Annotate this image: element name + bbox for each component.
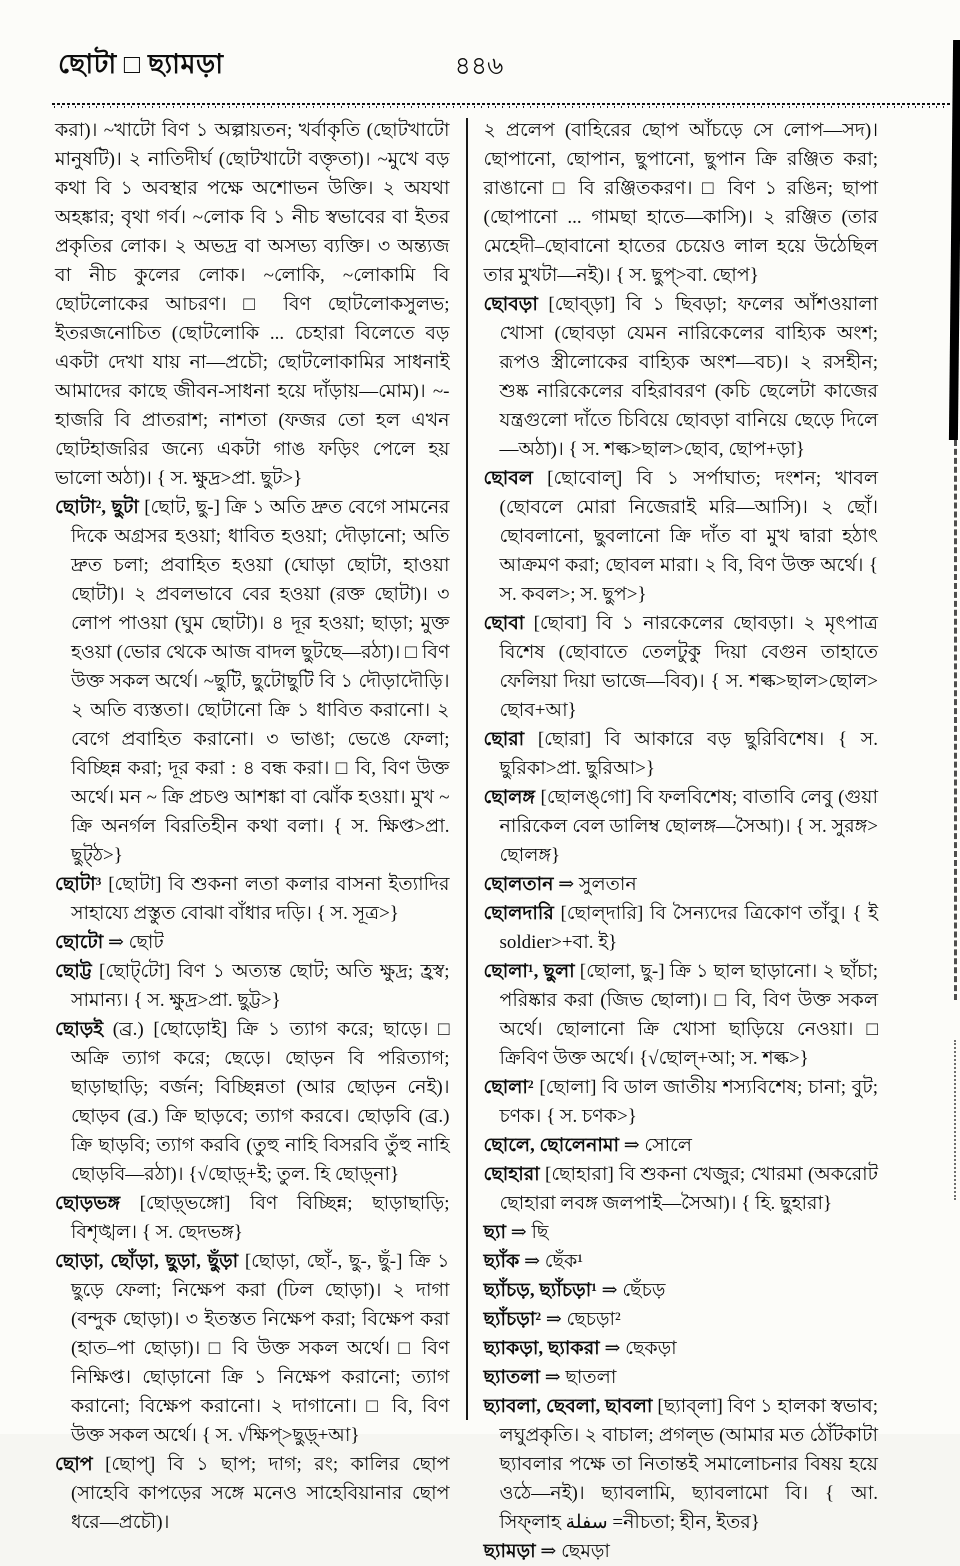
dictionary-entry bbox=[484, 783, 879, 870]
entry-body: [ছোবোল্] বি ১ সর্পাঘাত; দংশন; খাবল (ছোবলে মোরা নিজেরাই মরি—আসি)। ২ ছোঁ। ছোবলানো, ছুবলানো ক্রি দাঁত বা মুখ দ্বারা হঠাৎ আক্রমণ করা; ছোবল মারা। ২ বি, বিণ উক্ত অর্থে। { স. কবল>; স. ছুপ>} bbox=[499, 468, 878, 605]
entry-body: ⇒ ছাতলা bbox=[544, 1367, 617, 1388]
entry-body: [ছোব্‌ড়া] বি ১ ছিবড়া; ফলের আঁশওয়ালা খোসা (ছোবড়া যেমন নারিকেলের বাহ্যিক অংশ; রূপও স্ত্রীলোকের বাহ্যিক অংশ—বচ)। ২ রসহীন; শুষ্ক নারিকেলের বহিরাবরণ (কচি ছেলেটা কাজের যন্ত্রগুলো দাঁতে চিবিয়ে ছোবড়া বানিয়ে ছেড়ে দিলে—অঠা)। { স. শল্ক>ছাল>ছোব, ছোপ+ড়া} bbox=[499, 294, 879, 460]
entry-body: [ছোটা] বি শুকনা লতা কলার বাসনা ইত্যাদির সাহায্যে প্রস্তুত বোঝা বাঁধার দড়ি। { স. সূত্র>} bbox=[71, 874, 450, 924]
headword: ছোপ bbox=[55, 1454, 106, 1475]
entry-body: ⇒ ছেচড়া² bbox=[545, 1309, 621, 1330]
dictionary-entry bbox=[55, 1450, 450, 1537]
headword: ছোড়া, ছোঁড়া, ছুড়া, ছুঁড়া bbox=[55, 1251, 245, 1272]
headword: ছ্যাঁক bbox=[483, 1251, 525, 1272]
column-divider bbox=[466, 118, 468, 1420]
entry-body: ⇒ ছেঁচড় bbox=[601, 1280, 666, 1301]
headword: ছোট্ট bbox=[55, 961, 100, 982]
running-head: ছোটা □ ছ্যামড়া bbox=[58, 49, 224, 79]
dictionary-entry bbox=[484, 1218, 879, 1247]
headword: ছোটা³ bbox=[55, 874, 109, 895]
entry-body: [ছোপ্] বি ১ ছাপ; দাগ; রং; কালির ছোপ (সাহেবি কাপড়ের সঙ্গে মনেও সাহেবিয়ানার ছোপ ধরে—প্রচৌ)। bbox=[71, 1454, 450, 1533]
binding-edge-mark bbox=[949, 40, 960, 440]
dictionary-entry bbox=[55, 1247, 450, 1450]
dictionary-entry bbox=[55, 493, 450, 870]
entry-body: [ছোবা] বি ১ নারকেলের ছোবড়া। ২ মৃৎপাত্র বিশেষ (ছোবাতে তেলটুকু দিয়া বেগুন তাহাতে ফেলিয়া দিয়া ভাজে—বিব)। { স. শল্ক>ছাল>ছোল> ছোব+আ} bbox=[499, 613, 878, 721]
headword: ছোলদারি bbox=[483, 903, 561, 924]
binding-edge-mark bbox=[954, 440, 957, 1000]
headword: ছ্যাঁচড়, ছ্যাঁচড়া¹ bbox=[483, 1280, 602, 1301]
entry-body: [ছোট্‌টো] বিণ ১ অত্যন্ত ছোট; অতি ক্ষুদ্র; হ্রস্ব; সামান্য। { স. ক্ষুদ্র>প্রা. ছুট্ট>} bbox=[71, 961, 450, 1011]
entry-body: ⇒ ছেকড়া bbox=[604, 1338, 677, 1359]
headword: ছোবা bbox=[483, 613, 534, 634]
entry-body: ২ প্রলেপ (বাহিরের ছোপ আঁচড়ে সে লোপ—সদ)। ছোপানো, ছোপান, ছুপানো, ছুপান ক্রি রঞ্জিত করা; রাঙানো □ বি রঞ্জিতকরণ। □ বিণ ১ রঙিন; ছাপা (ছোপানো ... গামছা হাতে—কাসি)। ২ রঞ্জিত (তার মেহেদী–ছোবানো হাতের চেয়েও লাল হয়ে উঠেছিল তার মুখটা—নই)। { স. ছুপ্>বা. ছোপ} bbox=[483, 120, 878, 286]
entry-body: [ছ্যাব্‌লা] বিণ ১ হালকা স্বভাব; লঘুপ্রকৃতি। ২ বাচাল; প্রগল্‌ভ (আমার মত ঠোঁটকাটা ছ্যাবলার পক্ষে তা নিতান্তই সমালোচনার বিষয় হয়ে ওঠে—নই)। ছ্যাবলামি, ছ্যাবলামো বি। { আ. সিফ্‌লাহ سفلة =নীচতা; হীন, ইতর} bbox=[499, 1396, 878, 1533]
dictionary-entry bbox=[484, 1537, 879, 1566]
headword: ছোলা¹, ছুলা bbox=[483, 961, 580, 982]
text-columns bbox=[55, 116, 879, 1562]
headword: ছোবড়া bbox=[483, 294, 549, 315]
dictionary-entry bbox=[484, 1073, 879, 1131]
headword: ছ্যাতলা bbox=[483, 1367, 545, 1388]
entry-body: করা)। ~খাটো বিণ ১ অল্পায়তন; খর্বাকৃতি (ছোটখাটো মানুষটি)। ২ নাতিদীর্ঘ (ছোটখাটো বক্তৃতা)। ~মুখে বড় কথা বি ১ অবস্থার পক্ষে অশোভন উক্তি। ২ অযথা অহঙ্কার; বৃথা গর্ব। ~লোক বি ১ নীচ স্বভাবের বা ইতর প্রকৃতির লোক। ২ অভদ্র বা অসভ্য ব্যক্তি। ৩ অন্ত্যজ বা নীচ কুলের লোক। ~লোকি, ~লোকামি বি ছোটলোকের আচরণ। □ বিণ ছোটলোকসুলভ; ইতরজনোচিত (ছোটলোকি ... চেহারা বিলেতে বড় একটা দেখা যায় না—প্রচৌ; ছোটলোকামির সাধনাই আমাদের কাছে জীবন-সাধনা হয়ে দাঁড়ায়—মোম)। ~-হাজরি বি প্রাতরাশ; নাশতা (ফজর তো হল এখন ছোটহাজরির জন্যে একটা গাঙ ফড়িং পেলে হয় ভালো অঠা)। { স. ক্ষুদ্র>প্রা. ছুট>} bbox=[55, 120, 450, 489]
dictionary-entry bbox=[55, 957, 450, 1015]
headword: ছোলে, ছোলেনামা bbox=[483, 1135, 624, 1156]
entry-body: ⇒ ছেঁক¹ bbox=[524, 1251, 583, 1272]
entry-body: (ব্র.) [ছোড়োই] ক্রি ১ ত্যাগ করে; ছাড়ে। □ অক্রি ত্যাগ করে; ছেড়ে। ছোড়ন বি পরিত্যাগ; ছাড়াছাড়ি; বর্জন; বিচ্ছিন্নতা (আর ছোড়ন নেই)। ছোড়ব (ব্র.) ক্রি ছাড়বে; ত্যাগ করবে। ছোড়বি (ব্র.) ক্রি ছাড়বি; ত্যাগ করবি (তুহু নাহি বিসরবি তুঁহু নাহি ছোড়বি—রঠা)। {√ছোড়্+ই; তুল. হি ছোড়্‌না} bbox=[71, 1019, 450, 1185]
headword: ছ্যা bbox=[483, 1222, 511, 1243]
header-rule bbox=[52, 103, 950, 108]
right-column bbox=[483, 116, 879, 1562]
binding-edge-mark bbox=[954, 1040, 956, 1200]
dictionary-entry bbox=[484, 870, 879, 899]
dictionary-entry bbox=[484, 1392, 879, 1537]
dictionary-entry bbox=[484, 725, 879, 783]
dictionary-entry bbox=[484, 1276, 879, 1305]
headword: ছোলতান bbox=[483, 874, 559, 895]
headword: ছোড়ই bbox=[55, 1019, 113, 1040]
entry-body: [ছোট, ছু-] ক্রি ১ অতি দ্রুত বেগে সামনের দিকে অগ্রসর হওয়া; ধাবিত হওয়া; দৌড়ানো; অতি দ্রুত চলা; প্রবাহিত হওয়া (ঘোড়া ছোটা, হাওয়া ছোটা)। ২ প্রবলভাবে বের হওয়া (রক্ত ছোটা)। ৩ লোপ পাওয়া (ঘুম ছোটা)। ৪ দূর হওয়া; ছাড়া; মুক্ত হওয়া (ভোর থেকে আজ বাদল ছুটছে—রঠা)। □ বিণ উক্ত সকল অর্থে। ~ছুটি, ছুটোছুটি বি ১ দৌড়াদৌড়ি। ২ অতি ব্যস্ততা। ছোটানো ক্রি ১ ধাবিত করানো। ২ বেগে প্রবাহিত করানো। ৩ ভাঙা; ভেঙে ফেলা; বিচ্ছিন্ন করা; দূর করা : ৪ বন্ধ করা। □ বি, বিণ উক্ত অর্থে। মন ~ ক্রি প্রচণ্ড আশঙ্কা বা ঝোঁক হওয়া। মুখ ~ ক্রি অনর্গল বিরতিহীন কথা বলা। { স. ক্ষিপ্ত>প্রা. ছুট্ঠ>} bbox=[71, 497, 450, 866]
entry-body: [ছোড়্‌ভঙ্গো] বিণ বিচ্ছিন্ন; ছাড়াছাড়ি; বিশৃঙ্খল। { স. ছেদভঙ্গ} bbox=[71, 1193, 450, 1243]
headword: ছ্যাঁচড়া² bbox=[483, 1309, 546, 1330]
headword: ছোড়ভঙ্গ bbox=[55, 1193, 140, 1214]
dictionary-entry bbox=[55, 870, 450, 928]
dictionary-entry bbox=[484, 609, 879, 725]
entry-body: [ছোহারা] বি শুকনা খেজুর; খোরমা (অকরোট ছোহারা লবঙ্গ জলপাই—সৈআ)। { হি. ছুহারা} bbox=[499, 1164, 879, 1214]
entry-body: ⇒ ছি bbox=[510, 1222, 549, 1243]
entry-body: ⇒ ছোট bbox=[107, 932, 164, 953]
dictionary-entry bbox=[55, 116, 450, 493]
dictionary-entry bbox=[484, 464, 879, 609]
dictionary-entry bbox=[484, 1247, 879, 1276]
entry-body: [ছোল্‌দারি] বি সৈন্যদের ত্রিকোণ তাঁবু। { ই soldier>+বা. ই} bbox=[499, 903, 878, 953]
dictionary-entry bbox=[484, 1334, 879, 1363]
dictionary-entry bbox=[484, 1160, 879, 1218]
headword: ছোহারা bbox=[483, 1164, 545, 1185]
headword: ছোলঙ্গ bbox=[483, 787, 541, 808]
entry-body: [ছোলা, ছু-] ক্রি ১ ছাল ছাড়ানো। ২ ছাঁচা; পরিষ্কার করা (জিভ ছোলা)। □ বি, বিণ উক্ত সকল অর্থে। ছোলানো ক্রি খোসা ছাড়িয়ে নেওয়া। □ ক্রিবিণ উক্ত অর্থে। {√ছোল্+আ; স. শল্ক>} bbox=[499, 961, 878, 1069]
dictionary-entry bbox=[484, 1131, 879, 1160]
dictionary-entry bbox=[484, 116, 879, 290]
dictionary-entry bbox=[484, 899, 879, 957]
headword: ছোবল bbox=[483, 468, 548, 489]
headword: ছোটো bbox=[55, 932, 108, 953]
entry-body: [ছোরা] বি আকারে বড় ছুরিবিশেষ। { স. ছুরিকা>প্রা. ছুরিআ>} bbox=[499, 729, 878, 779]
entry-body: ⇒ সোলে bbox=[623, 1135, 692, 1156]
headword: ছ্যাকড়া, ছ্যাকরা bbox=[483, 1338, 605, 1359]
dictionary-entry bbox=[55, 1015, 450, 1189]
dictionary-entry bbox=[55, 928, 450, 957]
dictionary-entry bbox=[484, 1363, 879, 1392]
entry-body: [ছোলঙ্‌গো] বি ফলবিশেষ; বাতাবি লেবু (গুয়া নারিকেল বেল ডালিম্ব ছোলঙ্গ—সৈআ)। { স. সুরঙ্গ> ছোলঙ্গ} bbox=[499, 787, 878, 866]
headword: ছোলা² bbox=[483, 1077, 540, 1098]
headword: ছোটা², ছুটা bbox=[55, 497, 145, 518]
headword: ছ্যাবলা, ছেবলা, ছাবলা bbox=[483, 1396, 658, 1417]
entry-body: [ছোড়া, ছোঁ-, ছু-, ছুঁ-] ক্রি ১ ছুড়ে ফেলা; নিক্ষেপ করা (ঢিল ছোড়া)। ২ দাগা (বন্দুক ছোড়া)। ৩ ইতস্তত নিক্ষেপ করা; বিক্ষেপ করা (হাত–পা ছোড়া)। □ বি উক্ত সকল অর্থে। □ বিণ নিক্ষিপ্ত। ছোড়ানো ক্রি ১ নিক্ষেপ করানো; ত্যাগ করানো; বিক্ষেপ করানো। ২ দাগানো। □ বি, বিণ উক্ত সকল অর্থে। { স. √ক্ষিপ্>ছুড়্+আ} bbox=[71, 1251, 450, 1446]
left-column bbox=[55, 116, 450, 1533]
dictionary-entry bbox=[484, 957, 879, 1073]
page-number: ৪৪৬ bbox=[454, 53, 504, 80]
headword: ছ্যামড়া bbox=[483, 1541, 541, 1562]
entry-body: [ছোলা] বি ডাল জাতীয় শস্যবিশেষ; চানা; বুট; চণক। { স. চণক>} bbox=[499, 1077, 878, 1127]
entry-body: ⇒ ছেমড়া bbox=[540, 1541, 610, 1562]
dictionary-entry bbox=[484, 290, 879, 464]
dictionary-entry bbox=[55, 1189, 450, 1247]
headword: ছোরা bbox=[483, 729, 538, 750]
dictionary-entry bbox=[484, 1305, 879, 1334]
page-header bbox=[58, 44, 900, 92]
entry-body: ⇒ সুলতান bbox=[558, 874, 637, 895]
